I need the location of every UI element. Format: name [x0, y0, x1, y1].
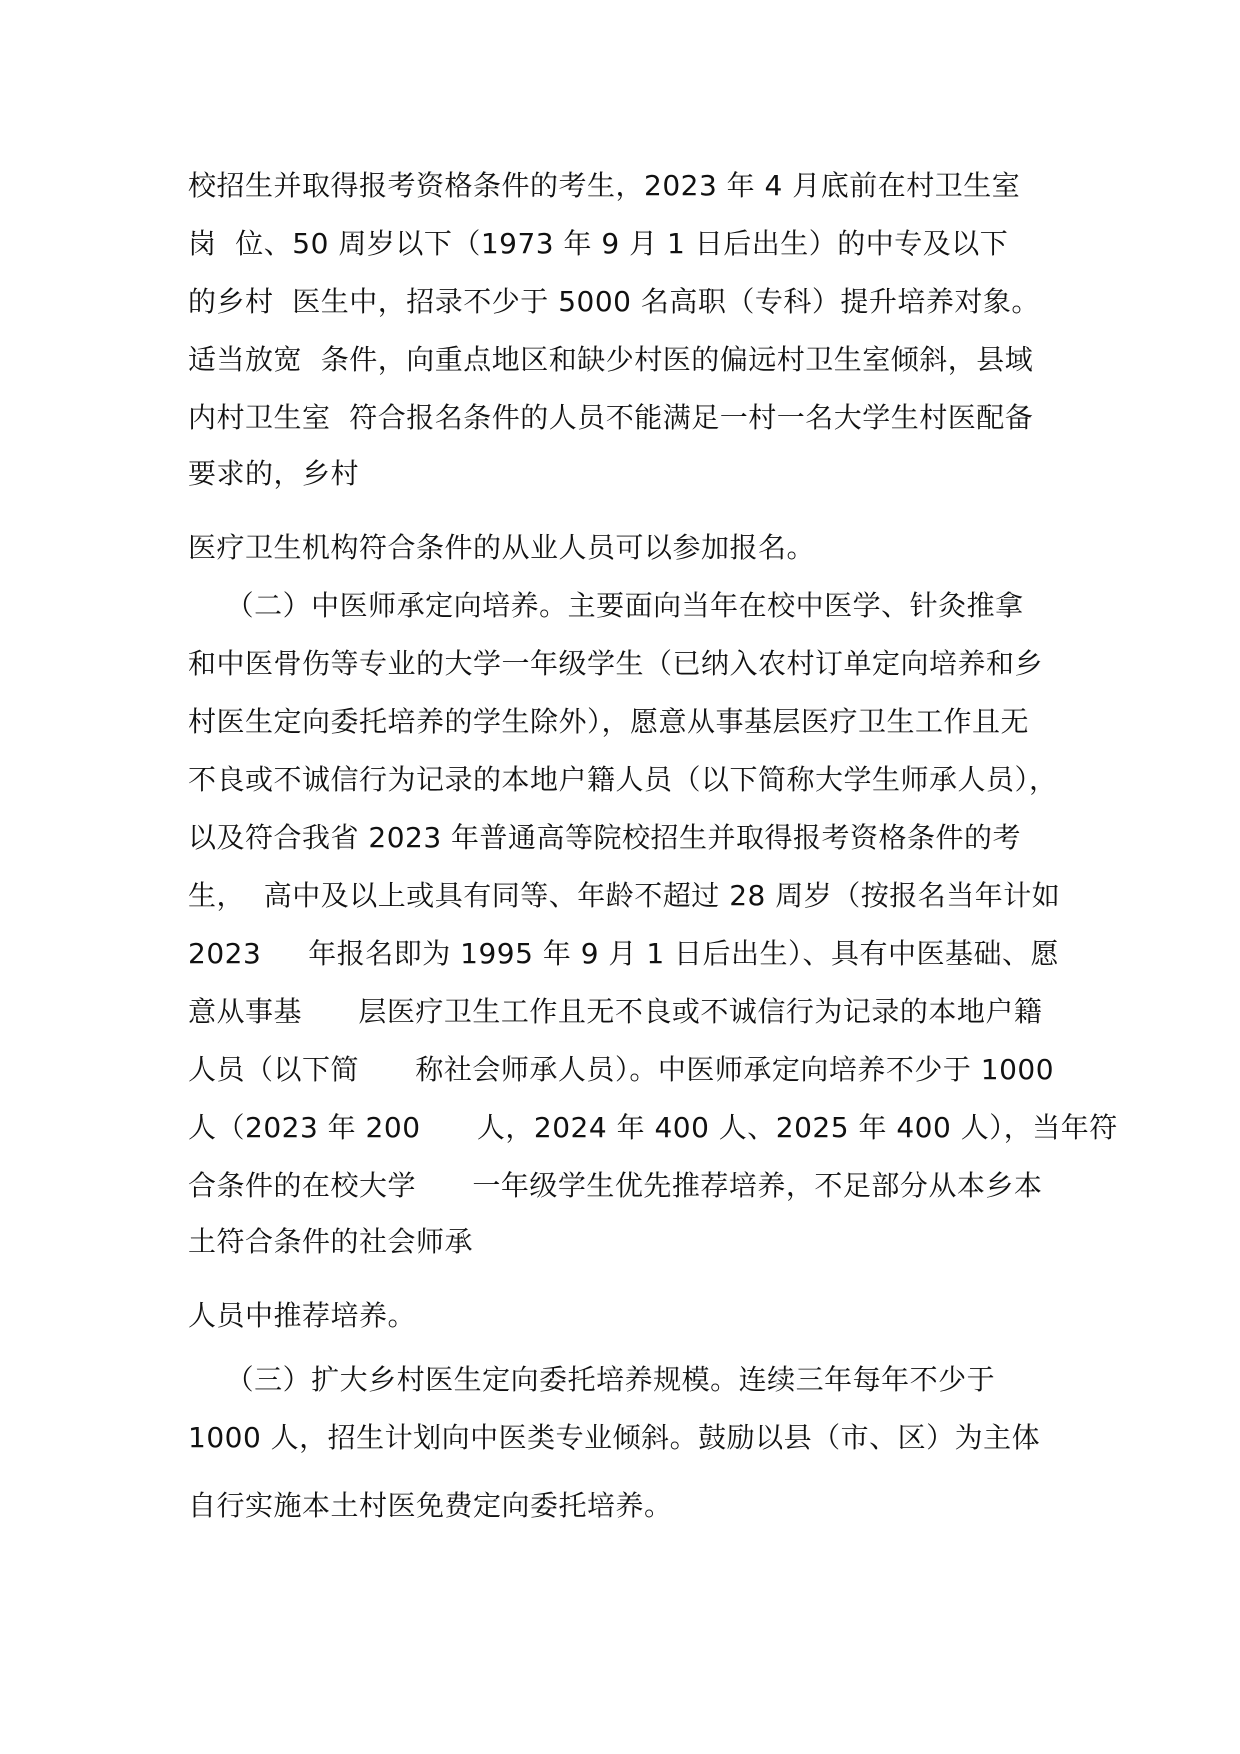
- text-line: 医疗卫生机构符合条件的从业人员可以参加报名。: [188, 531, 816, 564]
- text-line: 校招生并取得报考资格条件的考生，2023 年 4 月底前在村卫生室: [188, 169, 1021, 202]
- text-line: 以及符合我省 2023 年普通高等院校招生并取得报考资格条件的考: [188, 821, 1022, 854]
- text-line: 生， 高中及以上或具有同等、年龄不超过 28 周岁（按报名当年计如: [188, 879, 1061, 912]
- text-line: 村医生定向委托培养的学生除外），愿意从事基层医疗卫生工作且无: [188, 705, 1030, 738]
- text-line: 合条件的在校大学 一年级学生优先推荐培养，不足部分从本乡本: [188, 1169, 1043, 1202]
- text-line: 适当放宽 条件，向重点地区和缺少村医的偏远村卫生室倾斜，县域: [188, 343, 1034, 376]
- text-line: 内村卫生室 符合报名条件的人员不能满足一村一名大学生村医配备: [188, 401, 1034, 434]
- text-line: 人员中推荐培养。: [188, 1299, 417, 1332]
- text-line: 人员（以下简 称社会师承人员）。中医师承定向培养不少于 1000: [188, 1053, 1055, 1086]
- text-line: 的乡村 医生中，招录不少于 5000 名高职（专科）提升培养对象。: [188, 285, 1040, 318]
- text-line: 和中医骨伤等专业的大学一年级学生（已纳入农村订单定向培养和乡: [188, 647, 1044, 680]
- text-line: （二）中医师承定向培养。主要面向当年在校中医学、针灸推拿: [188, 589, 1024, 622]
- text-line: 自行实施本土村医免费定向委托培养。: [188, 1489, 673, 1522]
- text-line: 1000 人，招生计划向中医类专业倾斜。鼓励以县（市、区）为主体: [188, 1421, 1041, 1454]
- text-line: 要求的，乡村: [188, 457, 360, 490]
- text-line: 土符合条件的社会师承: [188, 1225, 474, 1258]
- text-line: 人（2023 年 200 人，2024 年 400 人、2025 年 400 人），当年符: [188, 1111, 1118, 1144]
- text-line: 不良或不诚信行为记录的本地户籍人员（以下简称大学生师承人员），: [188, 763, 1058, 796]
- text-line: 意从事基 层医疗卫生工作且无不良或不诚信行为记录的本地户籍: [188, 995, 1043, 1028]
- text-line: 岗 位、50 周岁以下（1973 年 9 月 1 日后出生）的中专及以下: [188, 227, 1009, 260]
- text-line: 2023 年报名即为 1995 年 9 月 1 日后出生）、具有中医基础、愿: [188, 937, 1060, 970]
- text-line: （三）扩大乡村医生定向委托培养规模。连续三年每年不少于: [188, 1363, 996, 1396]
